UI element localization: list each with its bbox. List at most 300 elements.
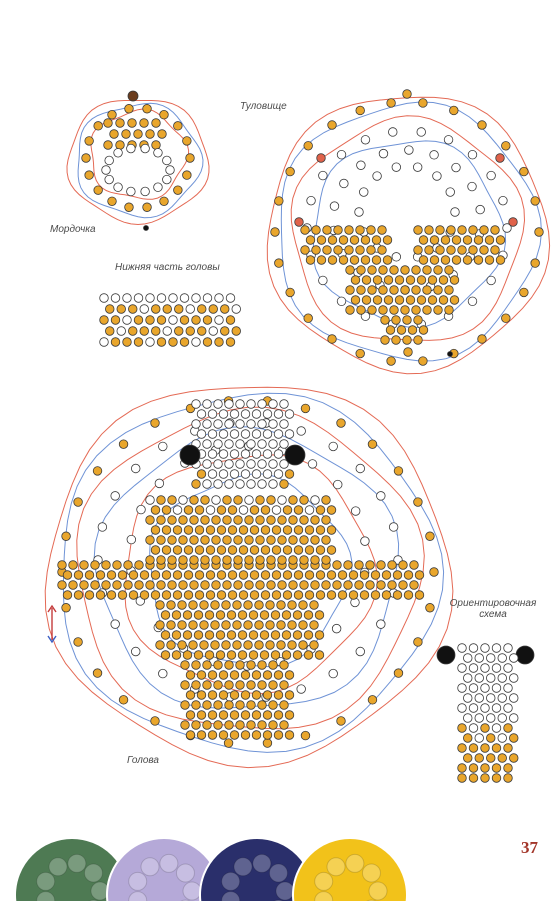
bead [327, 506, 336, 515]
bead [283, 571, 292, 580]
bead [285, 711, 294, 720]
bead [203, 661, 212, 670]
bead [387, 357, 396, 366]
bead [225, 701, 234, 710]
bead [509, 714, 518, 723]
bead [388, 581, 397, 590]
bead [399, 561, 408, 570]
bead [69, 581, 78, 590]
bead [267, 536, 276, 545]
bead [414, 498, 423, 507]
bead [346, 306, 355, 315]
bead [492, 764, 501, 773]
bead [186, 691, 195, 700]
bead [225, 420, 234, 429]
bead [426, 532, 435, 541]
bead [127, 535, 136, 544]
bead [227, 651, 236, 660]
bead [316, 526, 325, 535]
bead [258, 701, 267, 710]
bead [186, 327, 195, 336]
bead [211, 621, 220, 630]
bead [111, 620, 120, 629]
bead [480, 246, 489, 255]
bead [311, 496, 320, 505]
bead [269, 721, 278, 730]
bead [140, 305, 149, 314]
bead [323, 226, 332, 235]
bead [469, 764, 478, 773]
bead [487, 171, 496, 180]
bead [111, 338, 120, 347]
bead [468, 150, 477, 159]
bead [434, 306, 443, 315]
bead [316, 571, 325, 580]
bead [98, 523, 107, 532]
bead [399, 581, 408, 590]
bead-photo-highlight [327, 858, 345, 876]
bead [250, 591, 259, 600]
bead [74, 571, 83, 580]
bead [492, 744, 501, 753]
bead [241, 671, 250, 680]
bead [219, 731, 228, 740]
bead [214, 661, 223, 670]
bead [252, 470, 261, 479]
bead [373, 172, 382, 181]
bead [201, 496, 210, 505]
bead [390, 306, 399, 315]
bead [111, 316, 120, 325]
bead [478, 335, 487, 344]
bead [203, 681, 212, 690]
bead [74, 591, 83, 600]
bead [346, 286, 355, 295]
bead [236, 480, 245, 489]
bead [247, 721, 256, 730]
bead [140, 119, 149, 128]
bead [203, 440, 212, 449]
bead [230, 410, 239, 419]
bead [258, 480, 267, 489]
bead [311, 556, 320, 565]
bead-photo-highlight [176, 864, 194, 882]
bead [162, 506, 171, 515]
bead [344, 561, 353, 570]
bead [417, 296, 426, 305]
bead [200, 641, 209, 650]
bead [220, 327, 229, 336]
bead [329, 442, 338, 451]
bead [283, 526, 292, 535]
bead [349, 571, 358, 580]
bead [239, 571, 248, 580]
bead [238, 611, 247, 620]
bead [250, 546, 259, 555]
bead [129, 571, 138, 580]
bead [384, 296, 393, 305]
bead [394, 467, 403, 476]
bead-photo-strip [15, 838, 407, 901]
bead [338, 591, 347, 600]
bead [377, 561, 386, 570]
bead [223, 536, 232, 545]
bead [203, 480, 212, 489]
bead [234, 496, 243, 505]
bead [278, 536, 287, 545]
bead [163, 156, 172, 165]
bead [437, 646, 455, 664]
bead [481, 664, 490, 673]
bead [236, 661, 245, 670]
bead [156, 641, 165, 650]
bead [481, 764, 490, 773]
bead [144, 226, 149, 231]
bead [228, 546, 237, 555]
bead [155, 479, 164, 488]
bead [317, 236, 326, 245]
bead [412, 306, 421, 315]
bead [214, 460, 223, 469]
bead [412, 286, 421, 295]
bead [256, 496, 265, 505]
bead [267, 556, 276, 565]
bead [452, 236, 461, 245]
bead [108, 110, 117, 119]
bead [209, 327, 218, 336]
bead [299, 601, 308, 610]
bead [377, 620, 386, 629]
bead [419, 256, 428, 265]
bead [463, 754, 472, 763]
bead [123, 338, 132, 347]
bead [272, 526, 281, 535]
bead [252, 691, 261, 700]
bead [80, 561, 89, 570]
bead [189, 601, 198, 610]
bead [430, 256, 439, 265]
bead [239, 526, 248, 535]
bead [434, 266, 443, 275]
bead [183, 171, 192, 180]
bead [492, 684, 501, 693]
bead [388, 561, 397, 570]
bead [58, 561, 67, 570]
bead [214, 440, 223, 449]
bead [312, 226, 321, 235]
bead [151, 546, 160, 555]
bead [305, 506, 314, 515]
bead [345, 246, 354, 255]
bead [129, 591, 138, 600]
bead [238, 631, 247, 640]
bead [425, 246, 434, 255]
bead [197, 305, 206, 314]
bead [382, 591, 391, 600]
bead [228, 571, 237, 580]
bead [108, 197, 117, 206]
bead [252, 430, 261, 439]
bead [161, 611, 170, 620]
bead [333, 581, 342, 590]
bead [167, 641, 176, 650]
bead [197, 430, 206, 439]
bead [250, 526, 259, 535]
bead [206, 546, 215, 555]
bead [447, 246, 456, 255]
bead [244, 641, 253, 650]
bead [116, 119, 125, 128]
bead [337, 297, 346, 306]
bead [277, 641, 286, 650]
bead [293, 631, 302, 640]
bead [230, 731, 239, 740]
thread-loop [67, 101, 209, 225]
bead [504, 744, 513, 753]
bead [160, 197, 169, 206]
bead [278, 581, 287, 590]
bead [269, 440, 278, 449]
bead [157, 536, 166, 545]
bead [405, 146, 414, 155]
bead-photo-highlight [362, 864, 380, 882]
bead [458, 644, 467, 653]
bead [236, 721, 245, 730]
bead [236, 460, 245, 469]
bead [339, 236, 348, 245]
bead [172, 651, 181, 660]
bead [498, 694, 507, 703]
bead [337, 150, 346, 159]
bead [163, 305, 172, 314]
bead [263, 450, 272, 459]
bead [152, 119, 161, 128]
bead [299, 621, 308, 630]
bead [474, 236, 483, 245]
bead [195, 506, 204, 515]
bead [168, 536, 177, 545]
bead [469, 246, 478, 255]
bead-photo-highlight [183, 882, 201, 900]
bead [356, 647, 365, 656]
bead [162, 526, 171, 535]
bead [258, 681, 267, 690]
bead [62, 532, 71, 541]
bead [274, 430, 283, 439]
bead [186, 671, 195, 680]
bead [183, 611, 192, 620]
bead [219, 410, 228, 419]
bead [157, 294, 166, 303]
bead [274, 450, 283, 459]
bead [371, 571, 380, 580]
bead [244, 601, 253, 610]
bead [486, 674, 495, 683]
bead [300, 581, 309, 590]
bead [234, 536, 243, 545]
bead [104, 141, 113, 150]
bead [116, 141, 125, 150]
bead [487, 276, 496, 285]
bead [128, 91, 138, 101]
bead [356, 106, 365, 115]
bead [118, 591, 127, 600]
bead [252, 711, 261, 720]
bead [383, 236, 392, 245]
bead [414, 226, 423, 235]
bead [166, 166, 175, 175]
bead [203, 420, 212, 429]
bead [258, 440, 267, 449]
bead [241, 711, 250, 720]
bead [184, 506, 193, 515]
bead [212, 516, 221, 525]
bead [230, 671, 239, 680]
bead [158, 130, 167, 139]
bead [245, 496, 254, 505]
bead [255, 601, 264, 610]
bead [463, 694, 472, 703]
bead [214, 681, 223, 690]
bead [463, 714, 472, 723]
bead [401, 286, 410, 295]
bead [272, 506, 281, 515]
bead [486, 714, 495, 723]
bead [441, 256, 450, 265]
bead [382, 571, 391, 580]
bead [445, 306, 454, 315]
bead [113, 581, 122, 590]
bead [397, 326, 406, 335]
bead [260, 631, 269, 640]
bead [194, 611, 203, 620]
bead [269, 701, 278, 710]
bead [404, 571, 413, 580]
bead [340, 179, 349, 188]
bead [214, 701, 223, 710]
bead-photo-highlight [234, 858, 252, 876]
bead [206, 591, 215, 600]
bead [389, 523, 398, 532]
bead [232, 327, 241, 336]
bead [263, 739, 272, 748]
bead [131, 647, 140, 656]
bead [345, 226, 354, 235]
bead [496, 236, 505, 245]
bead [183, 631, 192, 640]
bead [423, 266, 432, 275]
bead [110, 130, 119, 139]
bead [127, 187, 136, 196]
bead [152, 141, 161, 150]
bead [179, 556, 188, 565]
bead [481, 724, 490, 733]
bead [469, 774, 478, 783]
bead [241, 430, 250, 439]
bead [96, 571, 105, 580]
bead [271, 631, 280, 640]
bead [393, 591, 402, 600]
bead [277, 621, 286, 630]
bead [146, 516, 155, 525]
bead [94, 186, 103, 195]
bead [293, 651, 302, 660]
bead [247, 480, 256, 489]
bead [261, 571, 270, 580]
bead [239, 591, 248, 600]
bead [445, 286, 454, 295]
bead [80, 581, 89, 590]
bead [96, 591, 105, 600]
bead [146, 581, 155, 590]
bead [361, 236, 370, 245]
bead [280, 701, 289, 710]
bead [134, 294, 143, 303]
bead [304, 651, 313, 660]
bead [241, 450, 250, 459]
bead [258, 460, 267, 469]
bead [316, 591, 325, 600]
bead-photo-highlight [84, 864, 102, 882]
bead [203, 460, 212, 469]
bead [450, 296, 459, 305]
bead [263, 410, 272, 419]
bead [219, 430, 228, 439]
bead [412, 266, 421, 275]
bead [117, 327, 126, 336]
bead [230, 470, 239, 479]
bead [516, 646, 534, 664]
bead [215, 294, 224, 303]
bead [181, 721, 190, 730]
bead [178, 621, 187, 630]
bead [395, 296, 404, 305]
bead [256, 581, 265, 590]
bead [377, 492, 386, 501]
bead [266, 641, 275, 650]
bead [236, 440, 245, 449]
bead [372, 236, 381, 245]
bead [315, 611, 324, 620]
bead-photo-highlight [222, 872, 240, 890]
bead [190, 536, 199, 545]
bead [486, 694, 495, 703]
bead [214, 420, 223, 429]
bead [366, 581, 375, 590]
bead [310, 621, 319, 630]
bead [286, 288, 295, 297]
bead [378, 246, 387, 255]
bead [297, 427, 306, 436]
bead [134, 316, 143, 325]
bead [379, 266, 388, 275]
bead [189, 621, 198, 630]
bead [288, 621, 297, 630]
bead [180, 338, 189, 347]
bead [82, 154, 91, 163]
bead [509, 734, 518, 743]
bead [305, 571, 314, 580]
bead [328, 236, 337, 245]
bead [157, 316, 166, 325]
bead [230, 711, 239, 720]
bead [241, 691, 250, 700]
bead [195, 526, 204, 535]
bead [111, 294, 120, 303]
bead-photo-highlight [49, 858, 67, 876]
bead [189, 641, 198, 650]
bead [458, 684, 467, 693]
